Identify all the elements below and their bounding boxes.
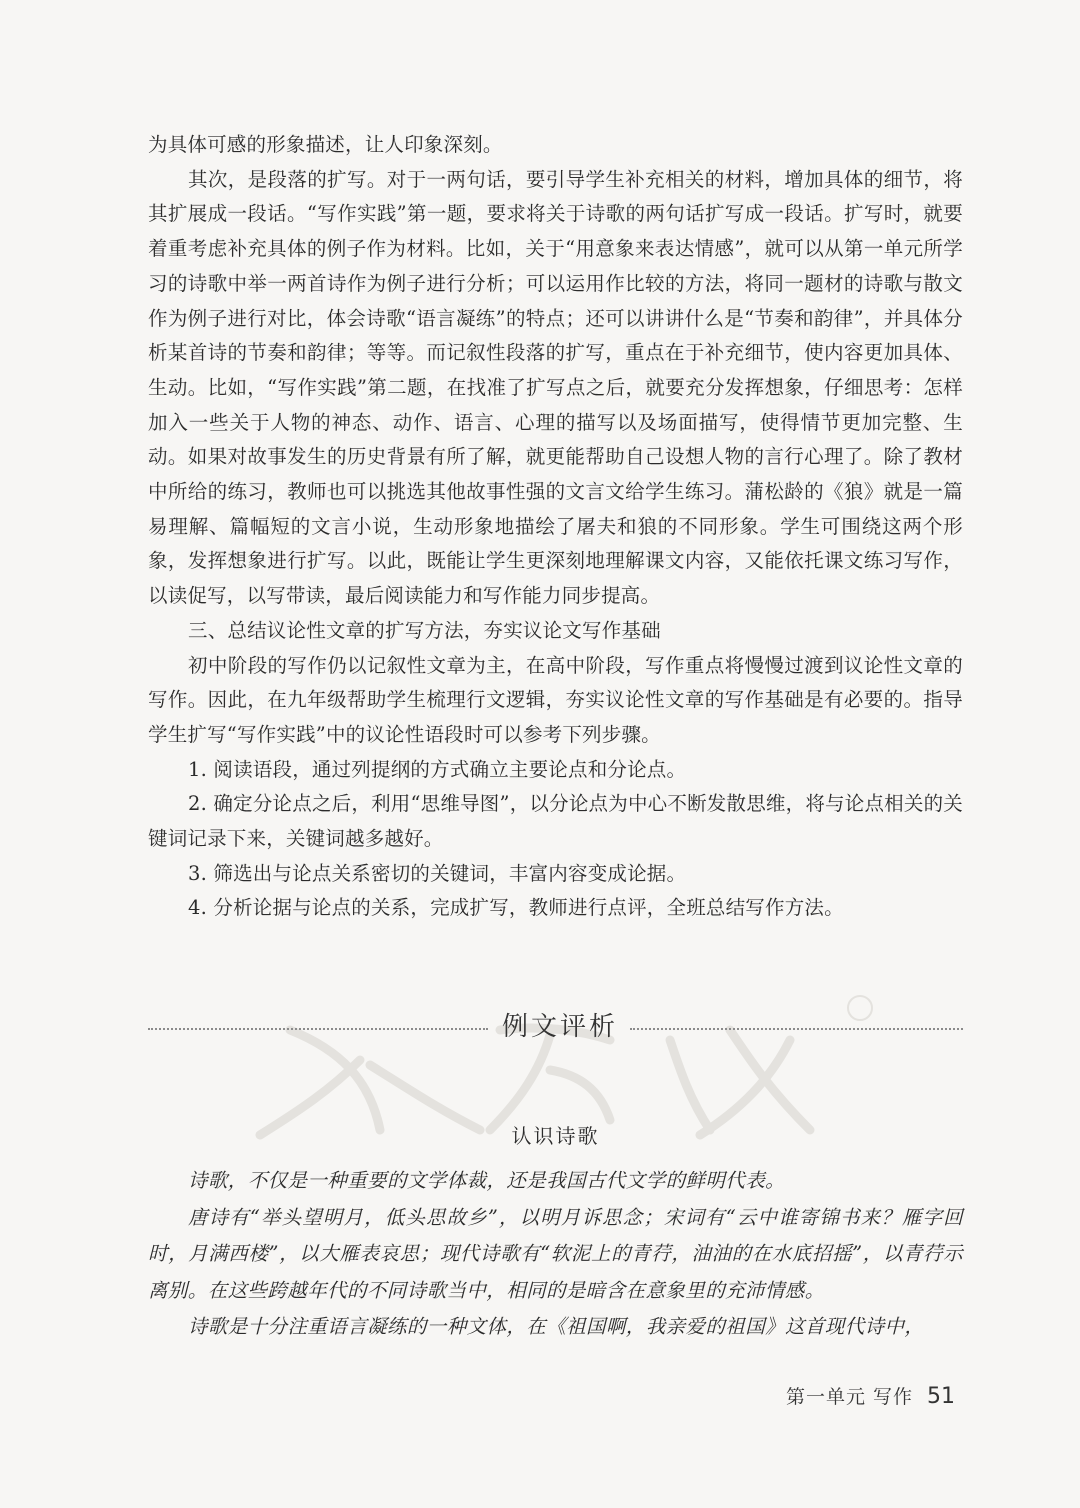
- main-text: [148, 128, 963, 926]
- heading-3: 三、总结议论性文章的扩写方法，夯实议论文写作基础: [188, 618, 661, 642]
- step-4: 4. 分析论据与论点的关系，完成扩写，教师进行点评，全班总结写作方法。: [188, 896, 844, 920]
- essay-paragraph-1: 唐诗有“举头望明月，低头思故乡”，以明月诉思念；宋词有“云中谁寄锦书来？雁字回时，月满西楼”，以大雁表哀思；现代诗歌有“软泥上的青荇，油油的在水底招摇”，以青荇示离别。在这些跨越年代的不同诗歌当中，相同的是暗含在意象里的充沛情感。: [148, 1205, 963, 1302]
- essay-text: [148, 1163, 963, 1346]
- unit-label: 第一单元 写作: [785, 1386, 913, 1408]
- paragraph-3: 初中阶段的写作仍以记叙性文章为主，在高中阶段，写作重点将慢慢过渡到议论性文章的写作。因此，在九年级帮助学生梳理行文逻辑，夯实议论性文章的写作基础是有必要的。指导学生扩写“写作实践”中的议论性语段时可以参考下列步骤。: [148, 653, 963, 746]
- essay-title: 认识诗歌: [511, 1124, 600, 1148]
- paragraph-0: 为具体可感的形象描述，让人印象深刻。: [148, 133, 503, 156]
- step-3: 3. 筛选出与论点关系密切的关键词，丰富内容变成论据。: [188, 861, 687, 885]
- step-1: 1. 阅读语段，通过列提纲的方式确立主要论点和分论点。: [188, 757, 687, 781]
- essay-paragraph-0: 诗歌，不仅是一种重要的文学体裁，还是我国古代文学的鲜明代表。: [188, 1169, 786, 1192]
- essay-paragraph-2: 诗歌是十分注重语言凝练的一种文体，在《祖国啊，我亲爱的祖国》这首现代诗中，: [188, 1315, 925, 1338]
- section-title: 例文评析: [501, 1012, 618, 1042]
- page-footer: [786, 1382, 955, 1409]
- paragraph-1: 其次，是段落的扩写。对于一两句话，要引导学生补充相关的材料，增加具体的细节，将其扩展成一段话。“写作实践”第一题，要求将关于诗歌的两句话扩写成一段话。扩写时，就要着重考虑补充具体的例子作为材料。比如，关于“用意象来表达情感”，就可以从第一单元所学习的诗歌中举一两首诗作为例子进行分析；可以运用作比较的方法，将同一题材的诗歌与散文作为例子进行对比，体会诗歌“语言凝练”的特点；还可以讲讲什么是“节奏和韵律”，并具体分析某首诗的节奏和韵律；等等。而记叙性段落的扩写，重点在于补充细节，使内容更加具体、生动。比如，“写作实践”第二题，在找准了扩写点之后，就要充分发挥想象，仔细思考：怎样加入一些关于人物的神态、动作、语言、心理的描写以及场面描写，使得情节更加完整、生动。如果对故事发生的历史背景有所了解，就更能帮助自己设想人物的言行心理了。除了教材中所给的练习，教师也可以挑选其他故事性强的文言文给学生练习。蒲松龄的《狼》就是一篇易理解、篇幅短的文言小说，生动形象地描绘了屠夫和狼的不同形象。学生可围绕这两个形象，发挥想象进行扩写。以此，既能让学生更深刻地理解课文内容，又能依托课文练习写作，以读促写，以写带读，最后阅读能力和写作能力同步提高。: [148, 167, 963, 608]
- section-divider: [148, 1006, 963, 1046]
- page-number: 51: [927, 1384, 955, 1409]
- dotted-rule-left: [148, 1028, 488, 1030]
- step-2: 2. 确定分论点之后，利用“思维导图”，以分论点为中心不断发散思维，将与论点相关的关键词记录下来，关键词越多越好。: [148, 792, 963, 851]
- dotted-rule-right: [630, 1028, 963, 1030]
